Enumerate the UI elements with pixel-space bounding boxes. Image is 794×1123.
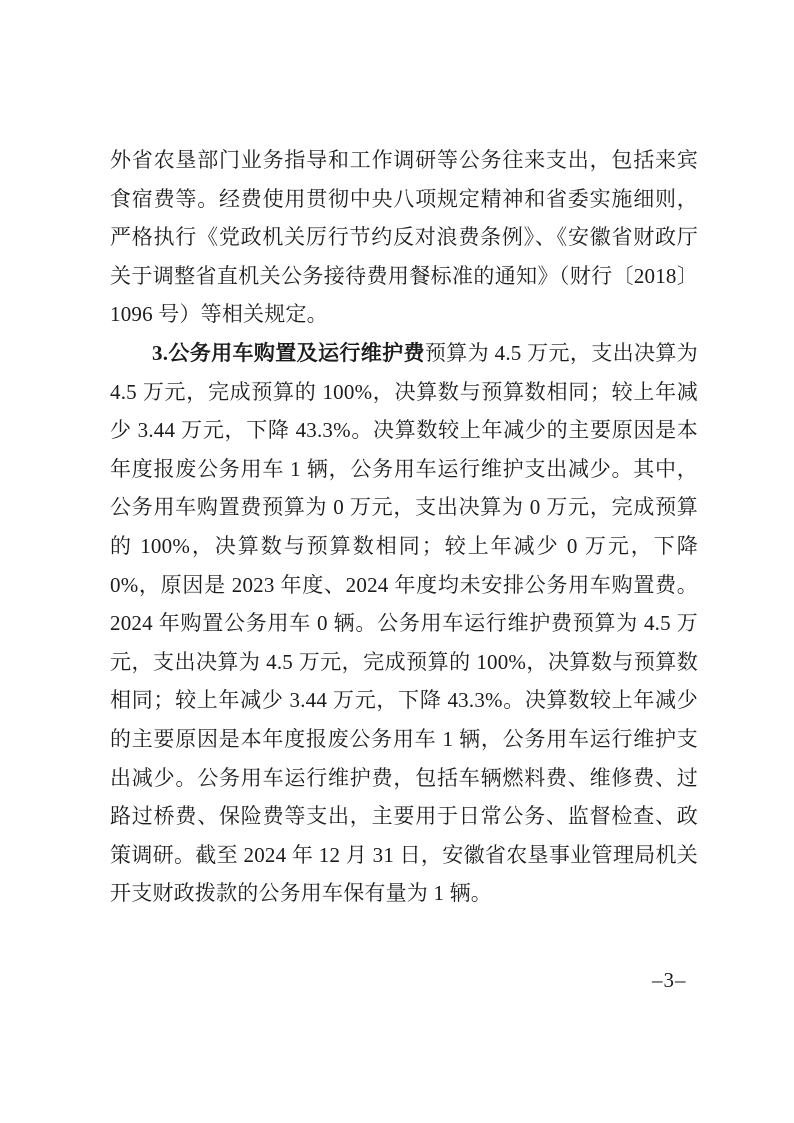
paragraph-vehicle-purchase-maintenance — [110, 334, 698, 913]
body-text — [110, 141, 698, 913]
paragraph-reception-expense-continuation: 外省农垦部门业务指导和工作调研等公务往来支出，包括来宾食宿费等。经费使用贯彻中央八项规定精神和省委实施细则，严格执行《党政机关厉行节约反对浪费条例》、《安徽省财政厅关于调整省直机关公务接待费用餐标准的通知》（财行〔2018〕1096 号）等相关规定。 — [110, 148, 698, 327]
page-number: –3– — [652, 968, 687, 992]
paragraph-vehicle-heading: 3.公务用车购置及运行维护费 — [152, 340, 425, 365]
paragraph-vehicle-body: 预算为 4.5 万元，支出决算为 4.5 万元，完成预算的 100%，决算数与预算数相同；较上年减少 3.44 万元，下降 43.3%。决算数较上年减少的主要原因是本年度报废公务用车 1 辆，公务用车运行维护支出减少。其中，公务用车购置费预算为 0 万元，支出决算为 0 万元，完成预算的 100%，决算数与预算数相同；较上年减少 0 万元，下降 0%，原因是 2023 年度、2024 年度均未安排公务用车购置费。2024 年购置公务用车 0 辆。公务用车运行维护费预算为 4.5 万元，支出决算为 4.5 万元，完成预算的 100%，决算数与预算数相同；较上年减少 3.44 万元，下降 43.3%。决算数较上年减少的主要原因是本年度报废公务用车 1 辆，公务用车运行维护支出减少。公务用车运行维护费，包括车辆燃料费、维修费、过路过桥费、保险费等支出，主要用于日常公务、监督检查、政策调研。截至 2024 年 12 月 31 日，安徽省农垦事业管理局机关开支财政拨款的公务用车保有量为 1 辆。 — [110, 340, 698, 906]
